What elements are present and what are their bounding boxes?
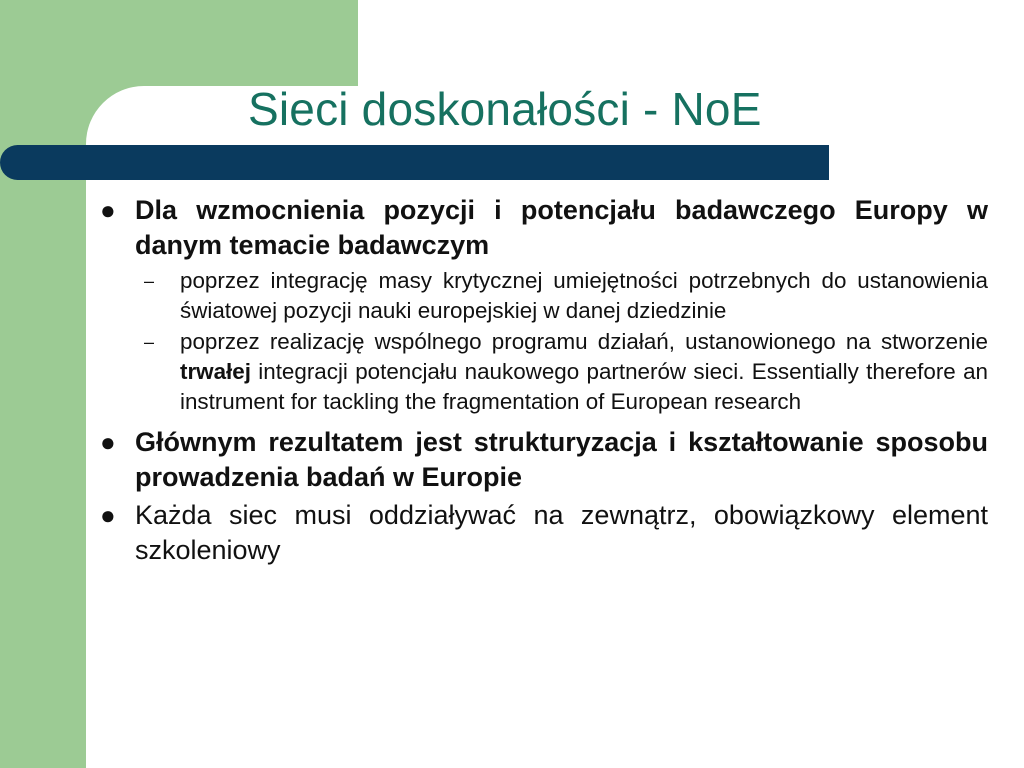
slide-body	[100, 193, 988, 571]
dash-icon: –	[144, 271, 155, 291]
bullet-text: Głównym rezultatem jest strukturyzacja i kształtowanie sposobu prowadzenia badań w Europie	[135, 427, 988, 492]
bullet-text: Każda siec musi oddziaływać na zewnątrz, obowiązkowy element szkoleniowy	[135, 500, 988, 565]
bullet-dot-icon: ●	[100, 195, 116, 225]
sub-bullet-item	[100, 327, 988, 417]
green-side-band	[0, 0, 86, 768]
sub-bullet-text: poprzez integrację masy krytycznej umiejętności potrzebnych do ustanowienia światowej pozycji nauki europejskiej w danej dziedzinie	[180, 268, 988, 323]
sub-bullet-list	[100, 266, 988, 417]
bullet-item	[100, 193, 988, 263]
sub-bullet-emphasis: trwałej	[180, 359, 251, 384]
bullet-item	[100, 498, 988, 568]
bullet-item	[100, 425, 988, 495]
slide-title: Sieci doskonałości - NoE	[248, 83, 762, 135]
sub-bullet-text-end: integracji potencjału naukowego partnerów sieci. Essentially therefore an instrument for tackling the fragmentation of European research	[180, 359, 988, 414]
sub-bullet-item	[100, 266, 988, 326]
dash-icon: –	[144, 332, 155, 352]
title-underline-bar	[0, 145, 829, 180]
sub-bullet-text-start: poprzez realizację wspólnego programu działań, ustanowionego na stworzenie	[180, 329, 988, 354]
bullet-dot-icon: ●	[100, 500, 116, 530]
bullet-text: Dla wzmocnienia pozycji i potencjału badawczego Europy w danym temacie badawczym	[135, 195, 988, 260]
bullet-dot-icon: ●	[100, 427, 116, 457]
